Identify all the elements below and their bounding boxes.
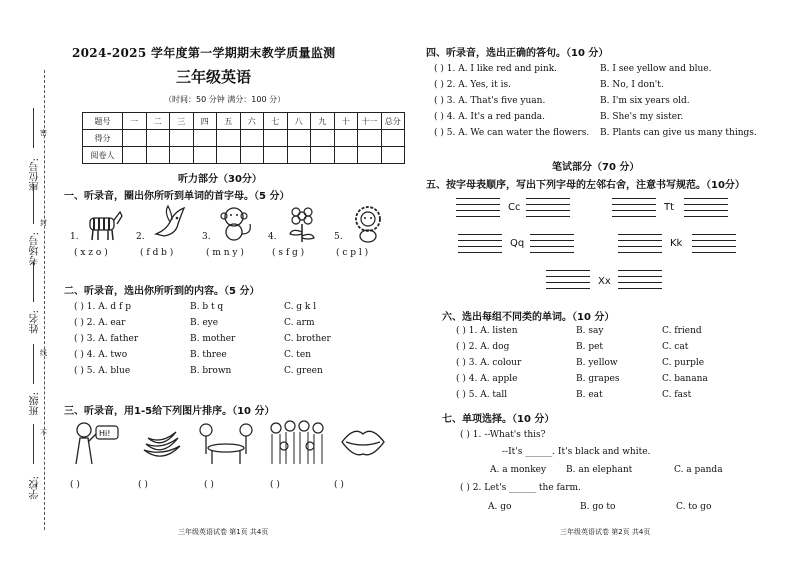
option-b: B. brown xyxy=(190,366,232,376)
option-b: B. yellow xyxy=(576,358,618,368)
row-label: 得分 xyxy=(83,130,123,147)
score-cell[interactable] xyxy=(381,130,405,147)
writing-lines-right[interactable] xyxy=(684,198,728,222)
option-c: C. cat xyxy=(662,342,689,352)
writing-lines-right[interactable] xyxy=(526,198,570,222)
header-cell: 三 xyxy=(170,113,194,130)
cut-line xyxy=(44,70,45,530)
letter-choice[interactable]: ( s f g ) xyxy=(272,248,305,258)
grader-cell[interactable] xyxy=(287,147,311,164)
score-cell[interactable] xyxy=(264,130,288,147)
writing-lines-left[interactable] xyxy=(618,234,662,258)
header-cell: 十一 xyxy=(358,113,382,130)
written-heading: 笔试部分（70 分） xyxy=(552,162,640,173)
section-2-heading: 二、听录音，选出你所听到的内容。（5 分） xyxy=(64,286,260,297)
option-a: A. a monkey xyxy=(490,465,547,475)
writing-lines-left[interactable] xyxy=(546,270,590,294)
letter-pair: Cc xyxy=(508,202,521,213)
letter-choice[interactable]: ( f d b ) xyxy=(140,248,174,258)
score-cell[interactable] xyxy=(217,130,241,147)
score-row xyxy=(83,130,405,147)
score-table-header xyxy=(83,113,405,130)
score-cell[interactable] xyxy=(240,130,264,147)
class-label: 班级: xyxy=(30,392,41,416)
option-b: B. eye xyxy=(190,318,219,328)
header-cell: 四 xyxy=(193,113,217,130)
seat-number-label: 座位号: xyxy=(30,158,41,192)
section-1-pictures xyxy=(70,204,400,248)
seal-mark: 线 xyxy=(40,349,47,357)
item-number: 5. xyxy=(334,232,343,242)
writing-lines-left[interactable] xyxy=(612,198,656,222)
option-c: C. brother xyxy=(284,334,331,344)
right-page xyxy=(420,0,790,561)
item-number: 2. xyxy=(136,232,145,242)
school-label: 学校: xyxy=(30,476,41,500)
header-cell: 十 xyxy=(334,113,358,130)
question-a[interactable]: ( ) 2. A. ear xyxy=(74,318,126,328)
letter-pair: Kk xyxy=(670,238,683,249)
score-table xyxy=(82,112,405,164)
grader-cell[interactable] xyxy=(217,147,241,164)
letter-pair: Qq xyxy=(510,238,525,249)
grader-cell[interactable] xyxy=(264,147,288,164)
exam-subtitle: 三年级英语 xyxy=(176,68,252,86)
answer-blank[interactable]: ( ) xyxy=(334,480,344,490)
option-a: A. go xyxy=(488,502,512,512)
seal-mark: 不 xyxy=(40,429,47,437)
answer-b: B. She's my sister. xyxy=(600,112,684,122)
score-cell[interactable] xyxy=(358,130,382,147)
option-b: B. an elephant xyxy=(566,465,633,475)
letter-pair: Tt xyxy=(664,202,675,213)
option-c: C. ten xyxy=(284,350,312,360)
greeting-girl-icon xyxy=(70,420,130,466)
score-cell[interactable] xyxy=(287,130,311,147)
header-cell: 一 xyxy=(123,113,147,130)
option-b: B. b t q xyxy=(190,302,224,312)
grader-cell[interactable] xyxy=(311,147,335,164)
option-a[interactable]: ( ) 5. A. tall xyxy=(456,390,508,400)
writing-lines-left[interactable] xyxy=(456,198,500,222)
writing-lines-left[interactable] xyxy=(458,234,502,258)
section-3-heading: 三、听录音，用1-5给下列图片排序。（10 分） xyxy=(64,406,275,417)
grader-cell[interactable] xyxy=(123,147,147,164)
question-a[interactable]: ( ) 1. A. d f p xyxy=(74,302,131,312)
name-label: 姓名: xyxy=(30,310,41,334)
option-c: C. green xyxy=(284,366,323,376)
header-cell: 二 xyxy=(146,113,170,130)
header-cell: 总分 xyxy=(381,113,405,130)
left-page xyxy=(60,0,410,561)
option-c: C. friend xyxy=(662,326,702,336)
exam-meta: （时间：50 分钟 满分：100 分） xyxy=(164,95,286,104)
grader-cell[interactable] xyxy=(334,147,358,164)
score-cell[interactable] xyxy=(334,130,358,147)
grader-row xyxy=(83,147,405,164)
option-c: C. fast xyxy=(662,390,692,400)
question-a[interactable]: ( ) 3. A. father xyxy=(74,334,139,344)
item-number: 3. xyxy=(202,232,211,242)
family-group-icon xyxy=(266,420,328,466)
header-cell: 八 xyxy=(287,113,311,130)
option-a[interactable]: ( ) 4. A. apple xyxy=(456,374,518,384)
section-6-heading: 六、选出每组不同类的单词。（10 分） xyxy=(442,312,615,323)
question-2[interactable]: ( ) 2. Let's ______ the farm. xyxy=(460,483,581,493)
letter-choice[interactable]: ( m n y ) xyxy=(206,248,244,258)
section-5-heading: 五、按字母表顺序，写出下列字母的左邻右舍，注意书写规范。（10分） xyxy=(426,180,745,191)
grader-cell[interactable] xyxy=(240,147,264,164)
option-b: B. pet xyxy=(576,342,604,352)
class-blank[interactable] xyxy=(33,344,34,384)
header-cell: 题号 xyxy=(83,113,123,130)
seal-mark: 封 xyxy=(40,219,47,227)
answer-blank[interactable]: ( ) xyxy=(138,480,148,490)
row-label: 阅卷人 xyxy=(83,147,123,164)
option-a[interactable]: ( ) 1. A. listen xyxy=(456,326,518,336)
section-7-heading: 七、单项选择。（10 分） xyxy=(442,414,555,425)
option-c: C. banana xyxy=(662,374,708,384)
answer-b: B. I see yellow and blue. xyxy=(600,64,712,74)
answer-b: B. Plants can give us many things. xyxy=(600,128,757,138)
kids-at-table-icon xyxy=(194,420,258,466)
grader-cell[interactable] xyxy=(170,147,194,164)
answer-blank[interactable]: ( ) xyxy=(270,480,280,490)
writing-lines-right[interactable] xyxy=(692,234,736,258)
lion-icon xyxy=(348,204,388,244)
option-b: B. mother xyxy=(190,334,236,344)
option-c: C. to go xyxy=(676,502,712,512)
answer-a[interactable]: ( ) 3. A. That's five yuan. xyxy=(434,96,546,106)
page-footer: 三年级英语试卷 第1页 共4页 xyxy=(178,528,269,536)
exam-title: 2024-2025 学年度第一学期期末教学质量监测 xyxy=(72,46,336,60)
zebra-icon xyxy=(84,204,124,244)
page-footer: 三年级英语试卷 第2页 共4页 xyxy=(560,528,651,536)
letter-pair: Xx xyxy=(598,276,611,287)
hi-bubble-text: Hi! xyxy=(99,429,111,438)
header-cell: 七 xyxy=(264,113,288,130)
score-cell[interactable] xyxy=(170,130,194,147)
option-a[interactable]: ( ) 3. A. colour xyxy=(456,358,522,368)
option-c: C. arm xyxy=(284,318,315,328)
seat-number-blank[interactable] xyxy=(33,108,34,148)
question-1[interactable]: ( ) 1. --What's this? xyxy=(460,430,546,440)
grader-cell[interactable] xyxy=(381,147,405,164)
name-blank[interactable] xyxy=(33,262,34,302)
option-c: C. g k l xyxy=(284,302,317,312)
bananas-icon xyxy=(140,420,184,466)
option-b: B. say xyxy=(576,326,604,336)
binding-margin xyxy=(0,0,58,561)
answer-a[interactable]: ( ) 2. A. Yes, it is. xyxy=(434,80,511,90)
question-a[interactable]: ( ) 4. A. two xyxy=(74,350,128,360)
flower-icon xyxy=(282,204,322,244)
exam-room-label: 考场号: xyxy=(30,232,41,266)
exam-room-blank[interactable] xyxy=(33,184,34,224)
question-a[interactable]: ( ) 5. A. blue xyxy=(74,366,131,376)
score-cell[interactable] xyxy=(311,130,335,147)
school-blank[interactable] xyxy=(33,424,34,464)
bird-icon xyxy=(150,204,190,244)
answer-a[interactable]: ( ) 1. A. I like red and pink. xyxy=(434,64,558,74)
letter-choice[interactable]: ( x z o ) xyxy=(74,248,108,258)
answer-blank[interactable]: ( ) xyxy=(204,480,214,490)
section-3-pictures xyxy=(70,420,400,466)
answer-a[interactable]: ( ) 5. A. We can water the flowers. xyxy=(434,128,590,138)
answer-blank[interactable]: ( ) xyxy=(70,480,80,490)
writing-lines-right[interactable] xyxy=(618,270,662,294)
option-b: B. go to xyxy=(580,502,616,512)
item-number: 4. xyxy=(268,232,277,242)
score-cell[interactable] xyxy=(193,130,217,147)
answer-b: B. I'm six years old. xyxy=(600,96,690,106)
score-cell[interactable] xyxy=(146,130,170,147)
listening-heading: 听力部分（30分） xyxy=(178,174,262,185)
option-b: B. grapes xyxy=(576,374,620,384)
mouth-icon xyxy=(338,420,388,466)
option-b: B. three xyxy=(190,350,227,360)
grader-cell[interactable] xyxy=(193,147,217,164)
item-number: 1. xyxy=(70,232,79,242)
seal-mark: 密 xyxy=(40,129,47,137)
section-4-heading: 四、听录音，选出正确的答句。（10 分） xyxy=(426,48,609,59)
monkey-icon xyxy=(216,204,256,244)
question-1-line2: --It's ______. It's black and white. xyxy=(502,447,651,457)
section-1-heading: 一、听录音，圈出你所听到单词的首字母。（5 分） xyxy=(64,191,290,202)
grader-cell[interactable] xyxy=(358,147,382,164)
option-a[interactable]: ( ) 2. A. dog xyxy=(456,342,510,352)
option-c: C. a panda xyxy=(674,465,723,475)
header-cell: 九 xyxy=(311,113,335,130)
header-cell: 五 xyxy=(217,113,241,130)
answer-b: B. No, I don't. xyxy=(600,80,664,90)
grader-cell[interactable] xyxy=(146,147,170,164)
score-cell[interactable] xyxy=(123,130,147,147)
letter-choice[interactable]: ( c p l ) xyxy=(336,248,369,258)
header-cell: 六 xyxy=(240,113,264,130)
option-c: C. purple xyxy=(662,358,705,368)
writing-lines-right[interactable] xyxy=(530,234,574,258)
option-b: B. eat xyxy=(576,390,603,400)
answer-a[interactable]: ( ) 4. A. It's a red panda. xyxy=(434,112,545,122)
